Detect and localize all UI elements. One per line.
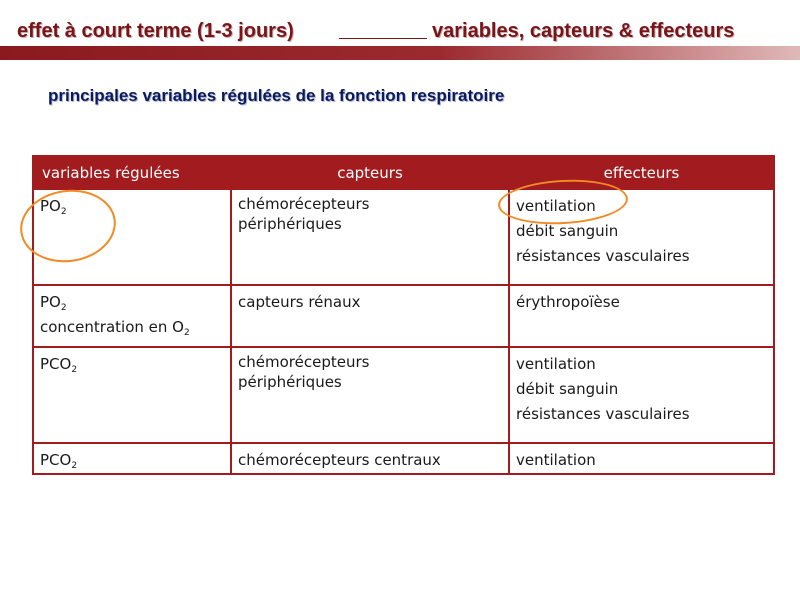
variable-label: $PO_2$ (40, 293, 67, 313)
variable-label: $PCO_2$ (40, 451, 78, 471)
effecteur-line: résistances vasculaires (516, 247, 690, 265)
table-row (33, 443, 774, 474)
title-gradient-bar (0, 46, 800, 60)
title-right: variables, capteurs & effecteurs (432, 20, 735, 42)
header-effecteurs: effecteurs (509, 156, 774, 189)
title-divider-line (339, 38, 427, 39)
table-header-row (33, 156, 774, 189)
header-capteurs: capteurs (231, 156, 509, 189)
capteur-line: chémorécepteurs (238, 195, 370, 213)
cell-variables (33, 189, 231, 285)
effecteur-line: ventilation (516, 197, 596, 215)
cell-capteurs (231, 347, 509, 443)
cell-capteurs (231, 285, 509, 347)
cell-variables (33, 347, 231, 443)
effecteur-line: érythropoïèse (516, 293, 620, 311)
capteur-line: chémorécepteurs (238, 353, 370, 371)
capteur-line: périphériques (238, 215, 342, 233)
effecteur-line: ventilation (516, 355, 596, 373)
cell-variables (33, 285, 231, 347)
capteur-line: chémorécepteurs centraux (238, 451, 441, 469)
effecteur-line: débit sanguin (516, 222, 619, 240)
variable-label: $PO_2$ (40, 197, 67, 217)
header-variables: variables régulées (33, 156, 231, 189)
slide-title (0, 18, 800, 48)
effecteur-line: résistances vasculaires (516, 405, 690, 423)
cell-capteurs (231, 189, 509, 285)
cell-effecteurs (509, 189, 774, 285)
capteur-line: périphériques (238, 373, 342, 391)
slide-subtitle: principales variables régulées de la fonction respiratoire (48, 86, 505, 105)
table-row (33, 189, 774, 285)
effecteur-line: ventilation (516, 451, 596, 469)
capteur-line: capteurs rénaux (238, 293, 361, 311)
cell-effecteurs (509, 285, 774, 347)
table-row (33, 285, 774, 347)
cell-capteurs (231, 443, 509, 474)
effecteur-line: débit sanguin (516, 380, 619, 398)
cell-effecteurs (509, 443, 774, 474)
variable-label: concentration en $O_2$ (40, 318, 190, 338)
cell-effecteurs (509, 347, 774, 443)
regulation-table (32, 155, 775, 475)
cell-variables (33, 443, 231, 474)
variable-label: $PCO_2$ (40, 355, 78, 375)
table-row (33, 347, 774, 443)
title-left: effet à court terme (1-3 jours) (17, 20, 294, 42)
